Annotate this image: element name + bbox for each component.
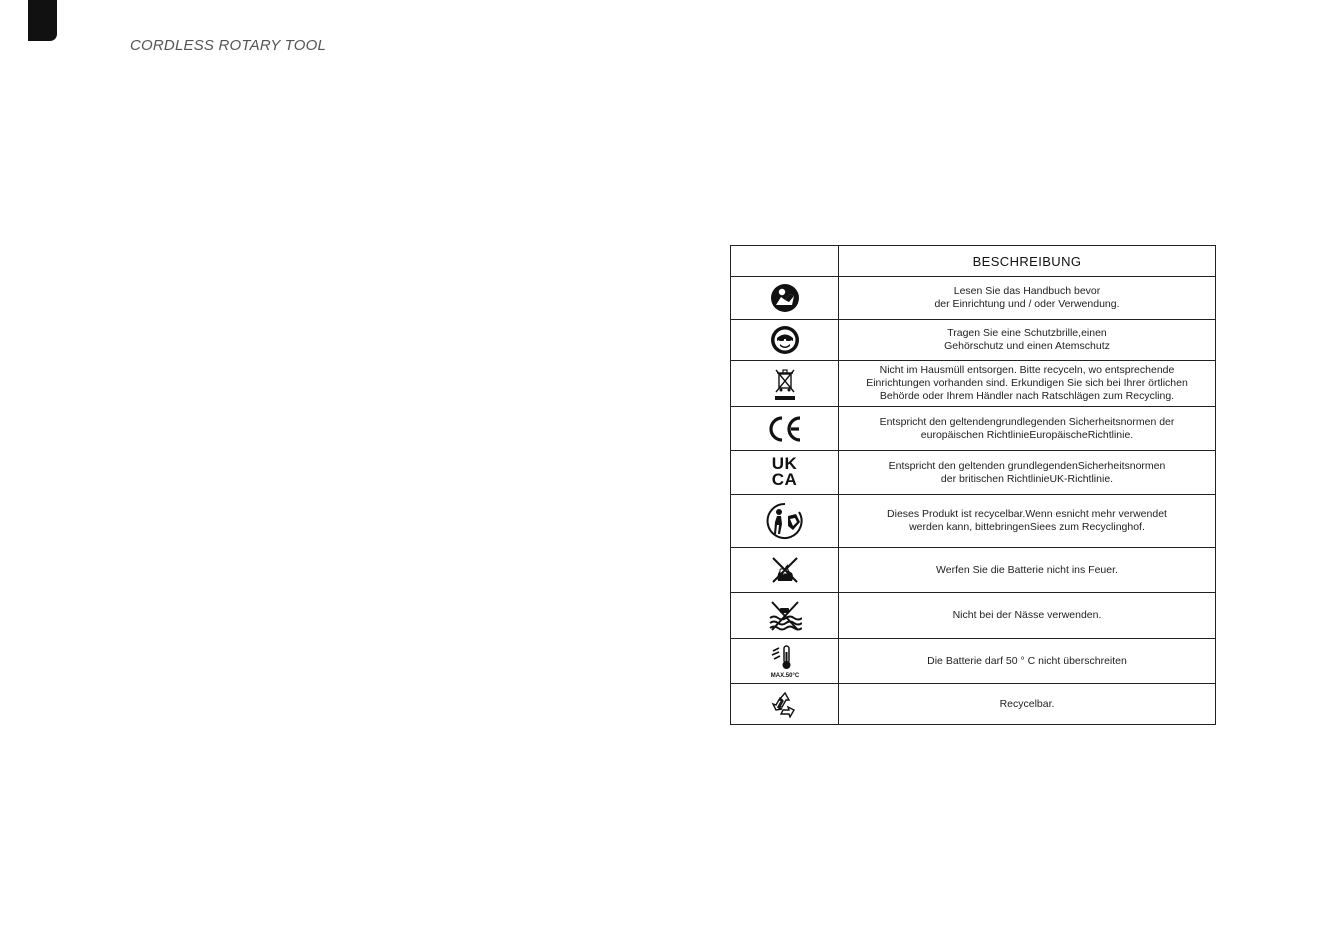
- table-row: [731, 593, 1216, 639]
- symbols-table: [730, 245, 1216, 725]
- ukca-mark-icon: [771, 453, 798, 489]
- row-description: [839, 451, 1216, 495]
- recycle-person-icon: [766, 502, 804, 540]
- row-description-text: Nicht im Hausmüll entsorgen. Bitte recyceln, wo entsprechende Einrichtungen vorhanden sind. Erkundigen Sie sich bei Ihrer örtlichen Behörde oder Ihrem Händler nach Ratschlägen zum Recycling.: [866, 364, 1188, 402]
- recycle-icon: [771, 690, 799, 718]
- row-description: [839, 320, 1216, 361]
- table-row: [731, 361, 1216, 407]
- read-manual-icon: [770, 283, 800, 313]
- icon-cell: [731, 593, 839, 639]
- icon-cell: [731, 277, 839, 320]
- row-description: [839, 548, 1216, 593]
- table-header-row: [731, 246, 1216, 277]
- row-description: [839, 495, 1216, 548]
- icon-cell: [731, 684, 839, 725]
- icon-column-header: [731, 246, 839, 277]
- icon-cell: [731, 407, 839, 451]
- row-description-text: Dieses Produkt ist recycelbar.Wenn esnicht mehr verwendet werden kann, bittebringenSiees zum Recyclinghof.: [887, 508, 1167, 533]
- row-description-text: Die Batterie darf 50 ° C nicht überschreiten: [927, 654, 1127, 667]
- row-description: [839, 361, 1216, 407]
- row-description: [839, 639, 1216, 684]
- crossed-bin-icon: [772, 367, 798, 401]
- protective-gear-icon: [770, 325, 800, 355]
- icon-cell: [731, 451, 839, 495]
- ukca-bottom: CA: [771, 469, 798, 489]
- row-description: [839, 593, 1216, 639]
- row-description-text: Lesen Sie das Handbuch bevor der Einrichtung und / oder Verwendung.: [934, 285, 1120, 310]
- icon-cell: [731, 639, 839, 684]
- corner-tab: [28, 0, 57, 41]
- no-water-icon: [768, 600, 802, 632]
- max-temperature-icon: [765, 643, 805, 679]
- max-temperature-label: MAX.50°C: [770, 673, 799, 679]
- icon-cell: [731, 495, 839, 548]
- table-row: [731, 451, 1216, 495]
- ukca-top: UK: [771, 453, 798, 473]
- row-description: [839, 684, 1216, 725]
- header-title: CORDLESS ROTARY TOOL: [130, 37, 326, 54]
- row-description-text: Tragen Sie eine Schutzbrille,einen Gehörschutz und einen Atemschutz: [944, 327, 1110, 352]
- row-description-text: Recycelbar.: [999, 697, 1055, 710]
- table-row: [731, 495, 1216, 548]
- row-description: [839, 407, 1216, 451]
- row-description: [839, 277, 1216, 320]
- icon-cell: [731, 548, 839, 593]
- row-description-text: Entspricht den geltendengrundlegenden Sicherheitsnormen der europäischen RichtlinieEuropäischeRichtlinie.: [879, 415, 1175, 441]
- icon-cell: [731, 361, 839, 407]
- table-row: [731, 684, 1216, 725]
- table-row: [731, 277, 1216, 320]
- table-row: [731, 407, 1216, 451]
- icon-cell: [731, 320, 839, 361]
- table-row: [731, 320, 1216, 361]
- table-row: [731, 548, 1216, 593]
- table-row: [731, 639, 1216, 684]
- description-column-header: BESCHREIBUNG: [839, 246, 1216, 277]
- row-description-text: Werfen Sie die Batterie nicht ins Feuer.: [936, 563, 1118, 576]
- row-description-text: Entspricht den geltenden grundlegendenSicherheitsnormen der britischen RichtlinieUK-Richtlinie.: [888, 459, 1166, 485]
- row-description-text: Nicht bei der Nässe verwenden.: [952, 609, 1102, 621]
- ce-mark-icon: [765, 414, 805, 444]
- no-fire-icon: [770, 555, 800, 585]
